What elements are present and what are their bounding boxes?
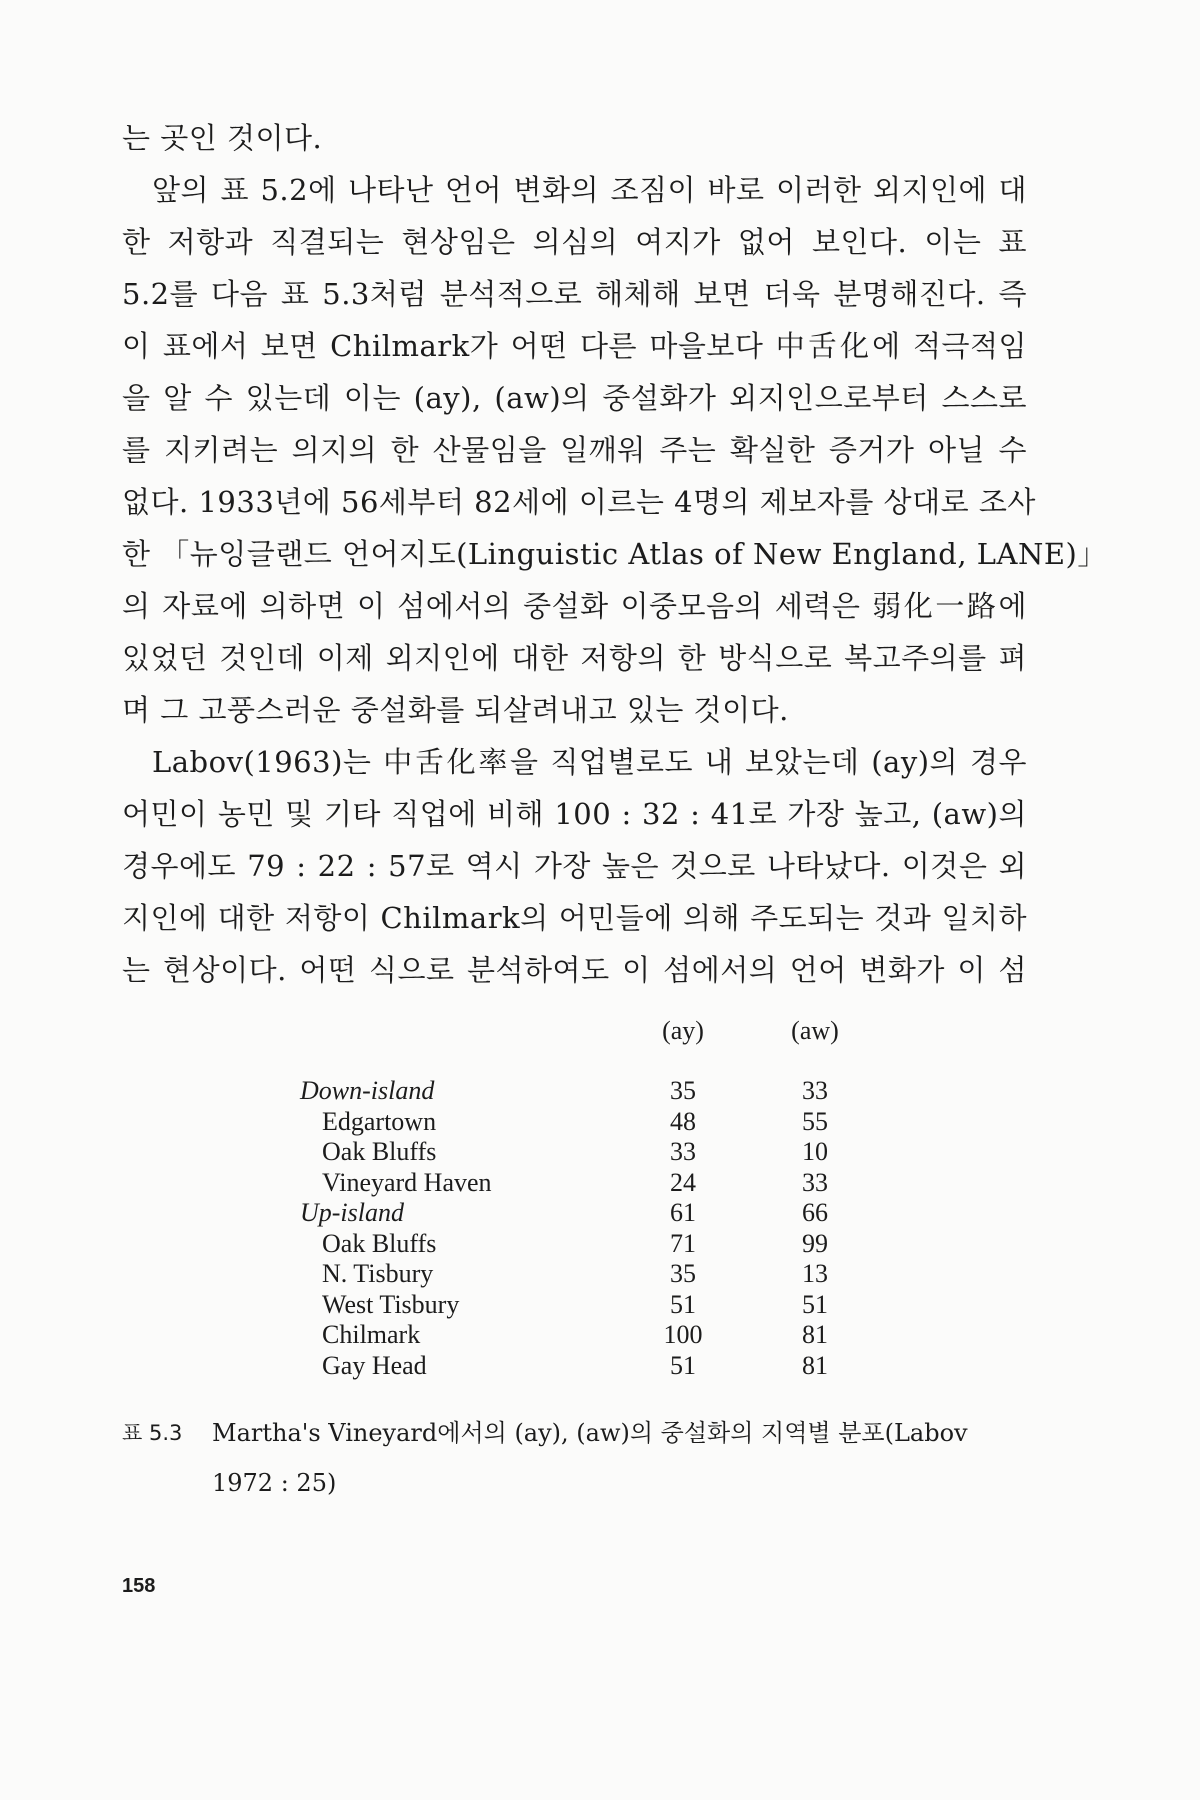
text-line: 어민이 농민 및 기타 직업에 비해 100 : 32 : 41로 가장 높고, (aw)의 xyxy=(122,797,1027,831)
row-label: Oak Bluffs xyxy=(322,1228,437,1258)
table-row xyxy=(300,1290,860,1321)
cell-aw: 81 xyxy=(802,1320,828,1349)
cell-ay: 51 xyxy=(670,1350,696,1380)
table-row xyxy=(300,1107,860,1138)
text-line: 5.2를 다음 표 5.3처럼 분석적으로 해체해 보면 더욱 분명해진다. 즉 xyxy=(122,277,1027,311)
table-row xyxy=(300,1259,860,1290)
table-header xyxy=(300,1016,860,1050)
cell-aw: 99 xyxy=(802,1228,828,1258)
cell-aw: 13 xyxy=(802,1259,828,1288)
cell-ay: 24 xyxy=(670,1167,696,1197)
table-row xyxy=(300,1229,860,1260)
row-label: Vineyard Haven xyxy=(322,1167,492,1197)
text-line: 경우에도 79 : 22 : 57로 역시 가장 높은 것으로 나타났다. 이것은 외 xyxy=(122,849,1027,883)
text-line: 를 지키려는 의지의 한 산물임을 일깨워 주는 확실한 증거가 아닐 수 xyxy=(122,433,1027,467)
cell-aw: 33 xyxy=(802,1076,828,1105)
table-row xyxy=(300,1198,860,1229)
table-row xyxy=(300,1168,860,1199)
cell-ay: 100 xyxy=(663,1320,703,1349)
body-text xyxy=(122,112,1107,996)
text-line: 지인에 대한 저항이 Chilmark의 어민들에 의해 주도되는 것과 일치하 xyxy=(122,901,1027,935)
table-row xyxy=(300,1137,860,1168)
cell-ay: 33 xyxy=(670,1137,696,1166)
cell-aw: 81 xyxy=(802,1350,828,1380)
table-row xyxy=(300,1351,860,1382)
text-line: 한 저항과 직결되는 현상임은 의심의 여지가 없어 보인다. 이는 표 xyxy=(122,225,1027,259)
text-line: 앞의 표 5.2에 나타난 언어 변화의 조짐이 바로 이러한 외지인에 대 xyxy=(152,173,1027,207)
cell-ay: 35 xyxy=(670,1259,696,1288)
text-line: 없다. 1933년에 56세부터 82세에 이르는 4명의 제보자를 상대로 조사 xyxy=(122,485,1036,519)
table-body xyxy=(300,1076,860,1381)
cell-ay: 51 xyxy=(670,1289,696,1319)
cell-ay: 48 xyxy=(670,1106,696,1136)
text-line: 있었던 것인데 이제 외지인에 대한 저항의 한 방식으로 복고주의를 펴 xyxy=(122,641,1027,675)
cell-aw: 66 xyxy=(802,1198,828,1227)
text-line: 을 알 수 있는데 이는 (ay), (aw)의 중설화가 외지인으로부터 스스로 xyxy=(122,381,1027,415)
text-line: 의 자료에 의하면 이 섬에서의 중설화 이중모음의 세력은 弱化一路에 xyxy=(122,589,1027,623)
row-label: West Tisbury xyxy=(322,1289,460,1319)
table-row xyxy=(300,1320,860,1351)
text-line: Labov(1963)는 中舌化率을 직업별로도 내 보았는데 (ay)의 경우 xyxy=(152,745,1027,779)
caption-line: Martha's Vineyard에서의 (ay), (aw)의 중설화의 지역별 분포(Labov xyxy=(212,1419,968,1447)
caption-text xyxy=(212,1408,1027,1508)
cell-aw: 51 xyxy=(802,1289,828,1319)
cell-aw: 55 xyxy=(802,1106,828,1136)
caption-label: 표 5.3 xyxy=(122,1421,183,1445)
text-line: 며 그 고풍스러운 중설화를 되살려내고 있는 것이다. xyxy=(122,693,789,727)
cell-aw: 10 xyxy=(802,1137,828,1166)
row-label: N. Tisbury xyxy=(322,1259,434,1288)
text-line: 이 표에서 보면 Chilmark가 어떤 다른 마을보다 中舌化에 적극적임 xyxy=(122,329,1027,363)
row-label: Down-island xyxy=(300,1076,435,1105)
cell-ay: 35 xyxy=(670,1076,696,1105)
row-label: Up-island xyxy=(300,1198,404,1227)
column-header-ay: (ay) xyxy=(662,1016,704,1045)
page-number: 158 xyxy=(122,1575,156,1597)
column-header-aw: (aw) xyxy=(791,1016,839,1045)
text-line: 는 현상이다. 어떤 식으로 분석하여도 이 섬에서의 언어 변화가 이 섬 xyxy=(122,953,1027,987)
caption-line: 1972 : 25) xyxy=(212,1469,337,1497)
text-line: 는 곳인 것이다. xyxy=(122,121,323,155)
row-label: Oak Bluffs xyxy=(322,1137,437,1166)
row-label: Chilmark xyxy=(322,1320,421,1349)
cell-ay: 71 xyxy=(670,1228,696,1258)
cell-aw: 33 xyxy=(802,1167,828,1197)
text-line: 한 「뉴잉글랜드 언어지도(Linguistic Atlas of New England, LANE)」 xyxy=(122,537,1107,571)
row-label: Gay Head xyxy=(322,1350,427,1380)
table-row xyxy=(300,1076,860,1107)
cell-ay: 61 xyxy=(670,1198,696,1227)
row-label: Edgartown xyxy=(322,1106,437,1136)
